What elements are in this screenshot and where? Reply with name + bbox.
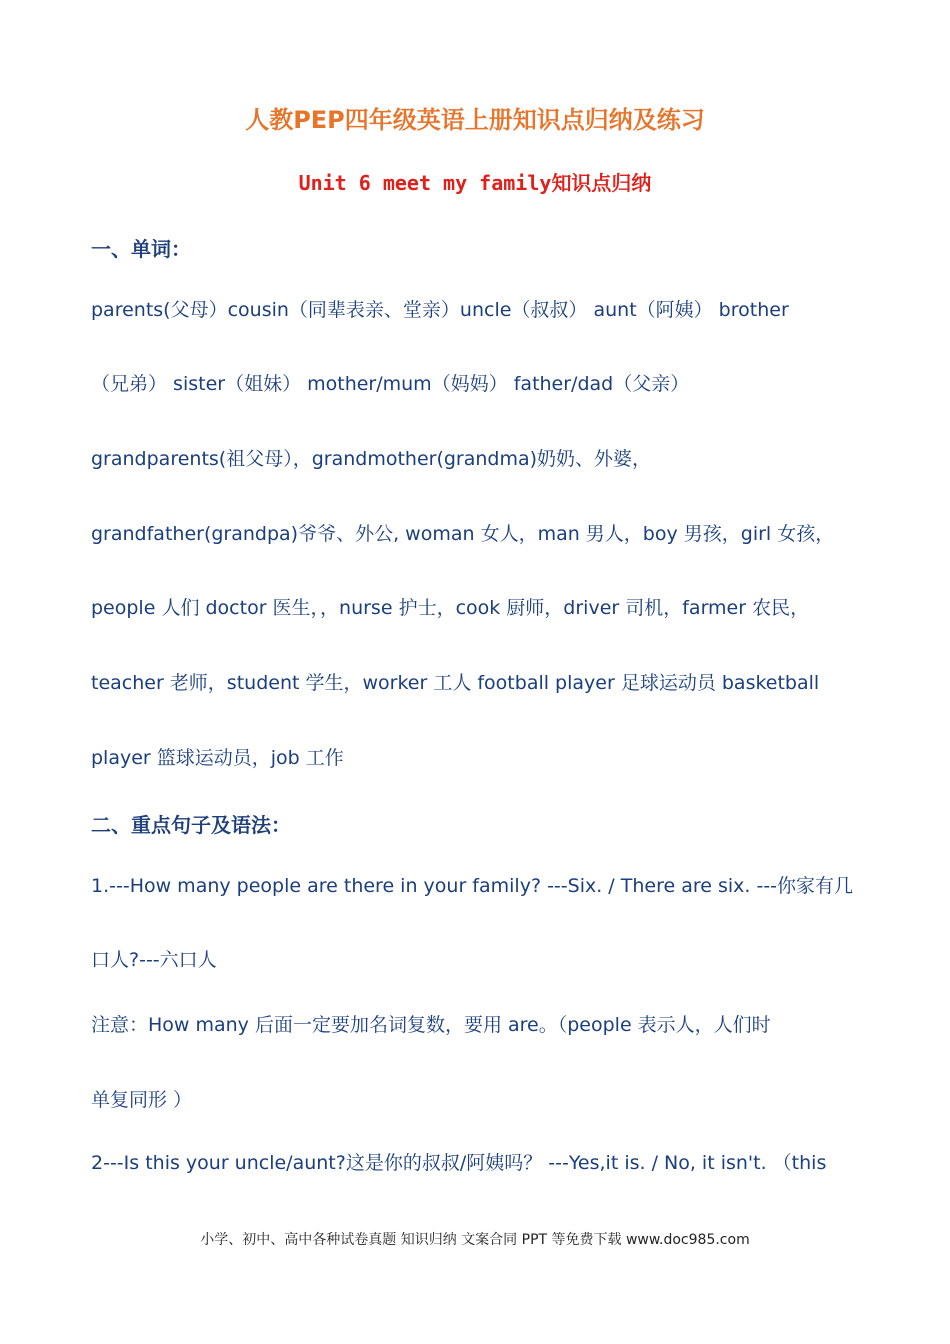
section-heading-sentences: 二、重点句子及语法： <box>91 813 291 837</box>
sentence-line: 2---Is this your uncle/aunt?这是你的叔叔/阿姨吗？ ---Yes,it is. / No, it isn't. （this <box>91 1152 827 1174</box>
vocab-line: grandfather(grandpa)爷爷、外公, woman 女人，man 男人，boy 男孩，girl 女孩， <box>91 523 835 545</box>
unit-subtitle <box>0 167 950 196</box>
sentence-line: 单复同形 ） <box>91 1089 193 1111</box>
unit-subtitle-english: Unit 6 meet my family <box>298 171 552 195</box>
vocab-line: people 人们 doctor 医生，，nurse 护士，cook 厨师，driver 司机，farmer 农民， <box>91 597 810 619</box>
sentence-line: 口人?---六口人 <box>91 949 217 971</box>
vocab-line: parents(父母）cousin（同辈表亲、堂亲）uncle（叔叔） aunt（阿姨） brother <box>91 299 789 321</box>
document-title: 人教PEP四年级英语上册知识点归纳及练习 <box>245 106 705 134</box>
vocab-line: grandparents(祖父母），grandmother(grandma)奶奶、外婆， <box>91 448 652 470</box>
page-footer: 小学、初中、高中各种试卷真题 知识归纳 文案合同 PPT 等免费下载 www.doc985.com <box>200 1232 750 1248</box>
section-heading-vocabulary: 一、单词： <box>91 237 191 261</box>
sentence-line: 1.---How many people are there in your family? ---Six. / There are six. ---你家有几 <box>91 875 854 897</box>
vocab-line: player 篮球运动员，job 工作 <box>91 747 344 769</box>
sentence-line: 注意：How many 后面一定要加名词复数，要用 are。（people 表示人，人们时 <box>91 1014 771 1036</box>
vocab-line: （兄弟） sister（姐妹） mother/mum（妈妈） father/dad（父亲） <box>91 373 690 395</box>
vocab-line: teacher 老师，student 学生，worker 工人 football player 足球运动员 basketball <box>91 672 820 694</box>
unit-subtitle-chinese: 知识点归纳 <box>551 171 652 195</box>
